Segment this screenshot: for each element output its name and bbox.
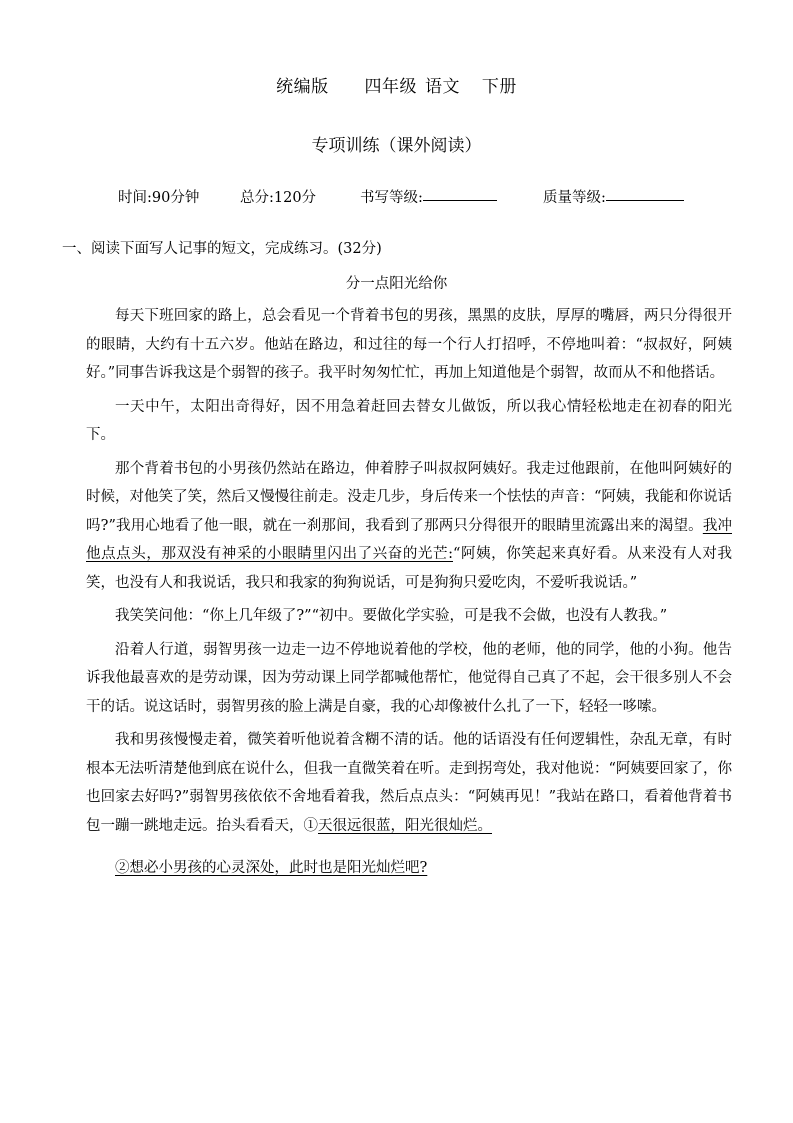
subject-label: 语文 <box>425 77 460 97</box>
paragraph-6-underlined: 天很远很蓝，阳光很灿烂。 <box>318 817 492 834</box>
time-label: 时间:90分钟 <box>118 190 200 206</box>
paragraph-6-text: 我和男孩慢慢走着，微笑着听他说着含糊不清的话。他的话语没有任何逻辑性，杂乱无章，有时根本无法听清楚他到底在说什么，但我一直微笑着在听。走到拐弯处，我对他说：“阿姨要回家了，你也回家去好吗?”弱智男孩依依不舍地看着我，然后点点头：“阿姨再见！”我站在路口，看着他背着书包一蹦一跳地走远。抬头看看天，① <box>86 732 732 834</box>
publisher-label: 统编版 <box>276 77 329 97</box>
quality-grade <box>543 186 606 207</box>
paragraph-3-text-a: 那个背着书包的小男孩仍然站在路边，伸着脖子叫叔叔阿姨好。我走过他跟前，在他叫阿姨好的时候，对他笑了笑，然后又慢慢往前走。没走几步，身后传来一个怯怯的声音：“阿姨，我能和你说话吗?”我用心地看了他一眼，就在一刹那间，我看到了那两只分得很开的眼睛里流露出来的渴望。 <box>86 460 732 534</box>
document-subtitle: 专项训练（课外阅读） <box>311 136 482 156</box>
writing-grade <box>360 186 423 207</box>
paragraph-2: 一天中午，太阳出奇得好，因不用急着赶回去替女儿做饭，所以我心情轻松地走在初春的阳光下。 <box>86 398 732 443</box>
paragraph-5: 沿着人行道，弱智男孩一边走一边不停地说着他的学校，他的老师，他的同学，他的小狗。他告诉我他最喜欢的是劳动课，因为劳动课上同学都喊他帮忙，他觉得自己真了不起，会干很多别人不会干的话。说这话时，弱智男孩的脸上满是自豪，我的心却像被什么扎了一下，轻轻一哆嗦。 <box>86 641 732 715</box>
paragraph-1: 每天下班回家的路上，总会看见一个背着书包的男孩，黑黑的皮肤，厚厚的嘴唇，两只分得很开的眼睛，大约有十五六岁。他站在路边，和过往的每一个行人打招呼，不停地叫着：“叔叔好，阿姨好。”同事告诉我这是个弱智的孩子。我平时匆匆忙忙，再加上知道他是个弱智，故而从不和他搭话。 <box>86 308 732 381</box>
story-title: 分一点阳光给你 <box>345 276 448 292</box>
grade-label: 四年级 <box>364 77 417 97</box>
paragraph-3 <box>86 455 732 598</box>
writing-grade-label: 书写等级: <box>360 190 423 206</box>
writing-grade-blank <box>423 186 497 201</box>
paragraph-3-underlined: 我冲他点点头，那双没有神采的小眼睛里闪出了兴奋的光芒: <box>86 517 732 562</box>
paragraph-4: 我笑笑问他：“你上几年级了?”“初中。要做化学实验，可是我不会做，也没有人教我。” <box>115 608 668 624</box>
volume-label: 下册 <box>481 77 517 97</box>
paragraph-7-underlined: ②想必小男孩的心灵深处，此时也是阳光灿烂吧? <box>115 860 428 876</box>
paragraph-3-text-b: “阿姨，你笑起来真好看。从来没有人对我笑，也没有人和我说话，我只和我家的狗狗说话，可是狗狗只爱吃肉，不爱听我说话。” <box>86 546 732 591</box>
paragraph-7 <box>86 854 732 883</box>
score-label: 总分:120分 <box>240 190 317 206</box>
paragraph-6 <box>86 726 732 840</box>
story-body <box>86 302 732 883</box>
section-heading: 一、阅读下面写人记事的短文，完成练习。(32分) <box>62 241 382 257</box>
quality-grade-blank <box>606 186 684 201</box>
document-title <box>0 72 793 97</box>
quality-grade-label: 质量等级: <box>543 190 606 206</box>
